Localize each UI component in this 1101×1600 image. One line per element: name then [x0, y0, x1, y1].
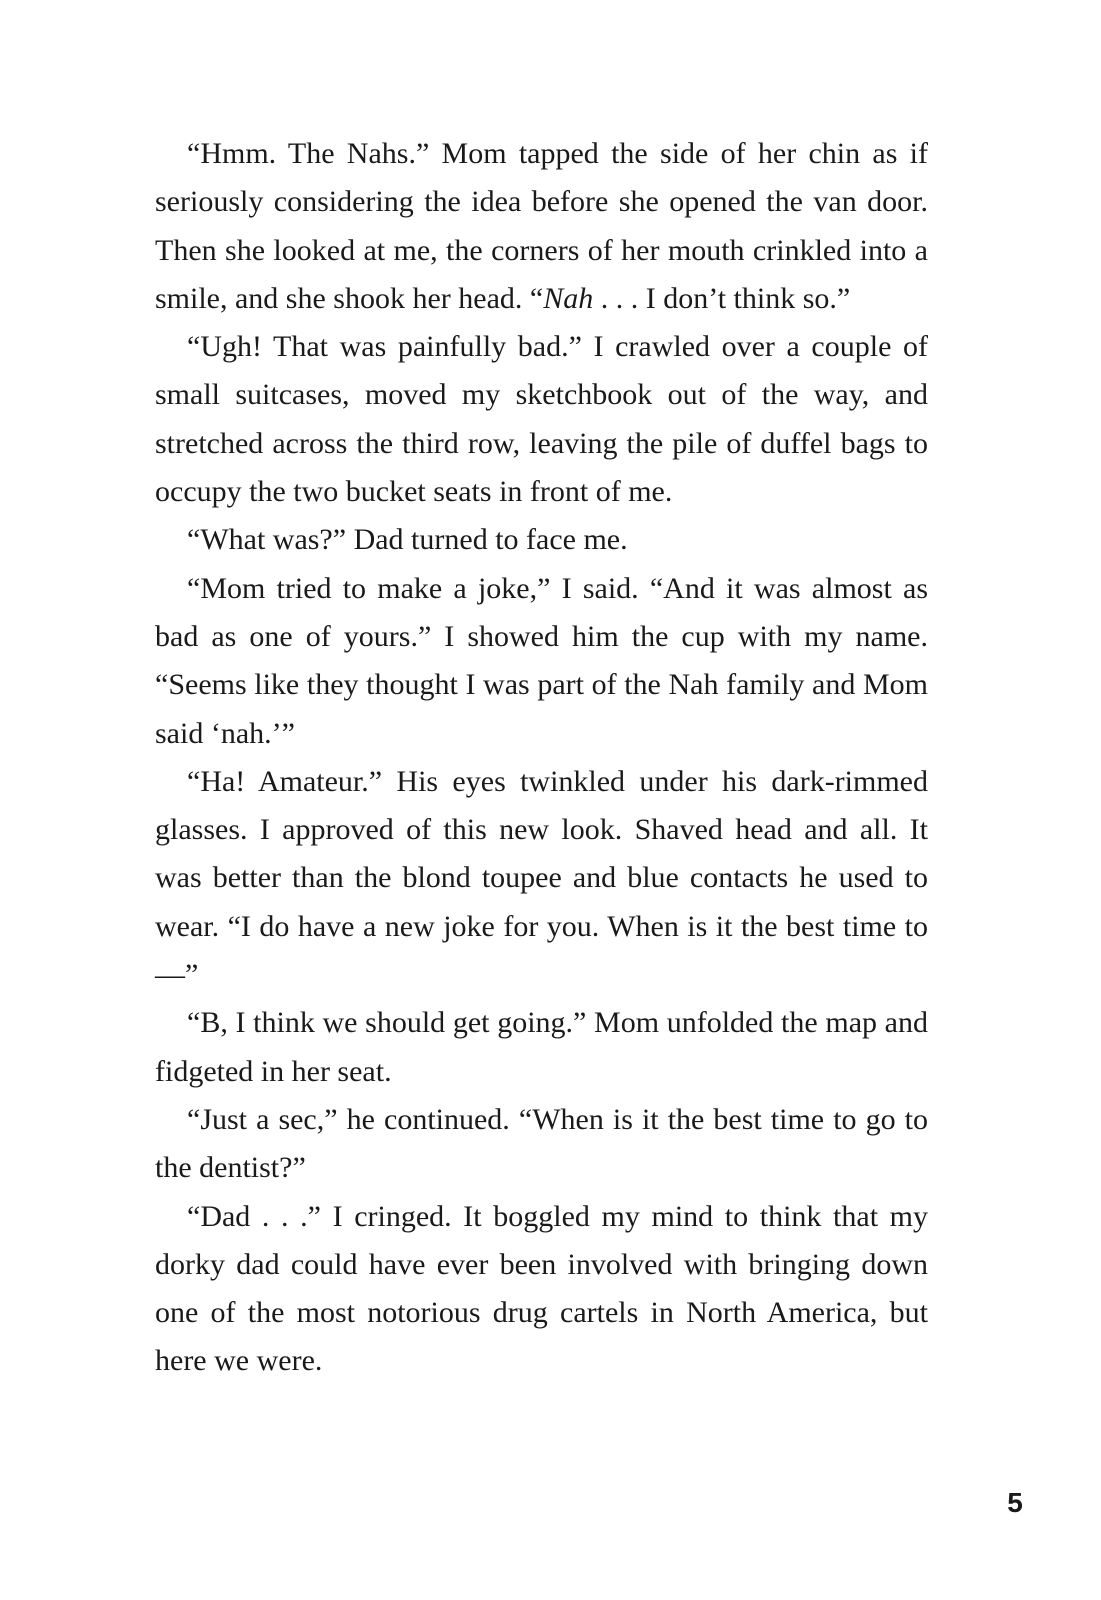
paragraph-5 [155, 758, 928, 999]
paragraph-3-text: “What was?” Dad turned to face me. [187, 523, 628, 557]
paragraph-8 [155, 1193, 928, 1386]
body-text [155, 130, 928, 1386]
paragraph-1-text-end: . . . I don’t think so.” [593, 281, 851, 315]
paragraph-5-text: “Ha! Amateur.” His eyes twinkled under his dark-rimmed glasses. I approved of this new look. Shaved head and all. It was better than the blond toupee and blue contacts he used to wear. “I do have a new joke for you. When is it the best time to—” [155, 764, 928, 992]
paragraph-6-text: “B, I think we should get going.” Mom unfolded the map and fidgeted in her seat. [155, 1006, 928, 1088]
paragraph-3 [155, 516, 928, 564]
paragraph-2 [155, 323, 928, 516]
paragraph-4-text: “Mom tried to make a joke,” I said. “And it was almost as bad as one of yours.” I showed him the cup with my name. “Seems like they thought I was part of the Nah family and Mom said ‘nah.’” [155, 571, 928, 750]
paragraph-1-text: “Hmm. The Nahs.” Mom tapped the side of her chin as if seriously considering the idea before she opened the van door. Then she looked at me, the corners of her mouth crinkled into a smile, and she shook her head. “ [155, 137, 928, 315]
paragraph-7-text: “Just a sec,” he continued. “When is it the best time to go to the dentist?” [155, 1102, 928, 1185]
paragraph-6 [155, 999, 928, 1096]
paragraph-1 [155, 130, 928, 323]
paragraph-4 [155, 565, 928, 758]
paragraph-8-text: “Dad . . .” I cringed. It boggled my mind to think that my dorky dad could have ever been involved with bringing down one of the most notorious drug cartels in North America, but here we were. [155, 1199, 928, 1378]
paragraph-7 [155, 1096, 928, 1193]
paragraph-2-text: “Ugh! That was painfully bad.” I crawled over a couple of small suitcases, moved my sketchbook out of the way, and stretched across the third row, leaving the pile of duffel bags to occupy the two bucket seats in front of me. [155, 330, 928, 509]
paragraph-1-italic: Nah [543, 281, 594, 315]
page-number: 5 [1007, 1487, 1023, 1518]
